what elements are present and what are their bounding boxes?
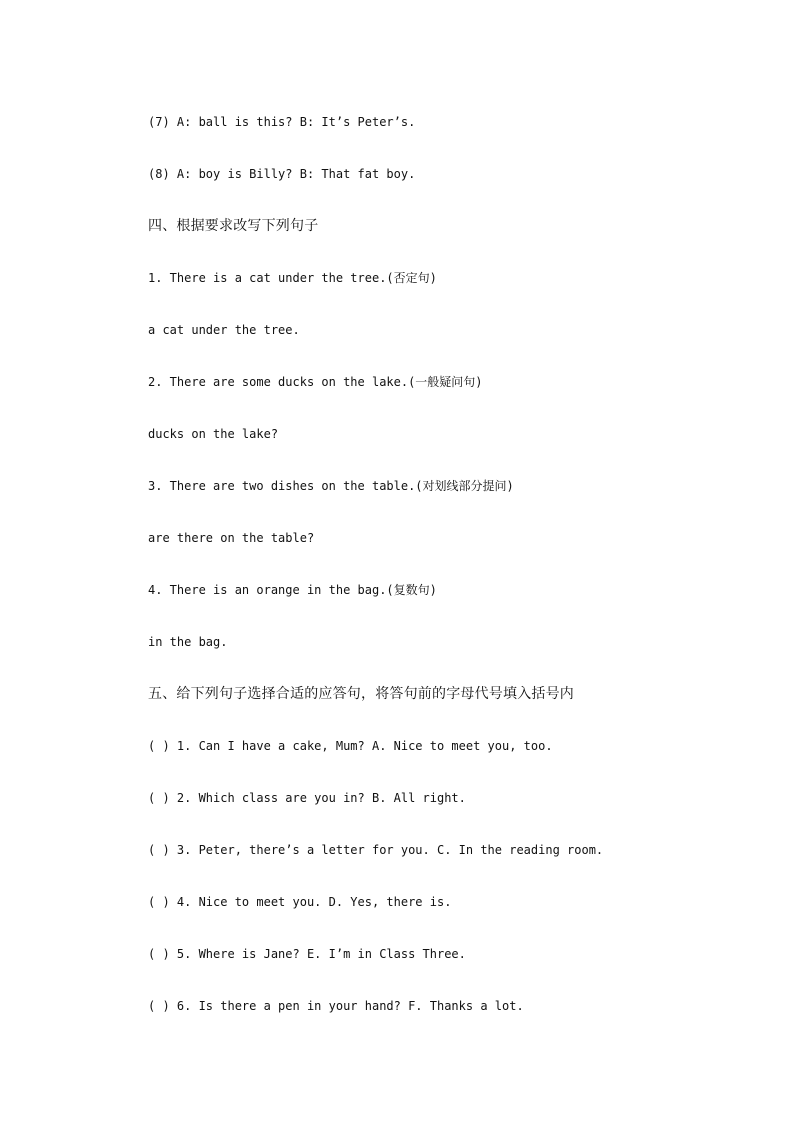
section-5-item-2: ( ) 2. Which class are you in? B. All right.	[148, 791, 466, 805]
section-4-item-2: 2. There are some ducks on the lake.(一般疑问句)	[148, 375, 483, 389]
section-4-item-2-answer: ducks on the lake?	[148, 427, 279, 441]
section-4-heading: 四、根据要求改写下列句子	[148, 218, 319, 234]
section-4-item-1-answer: a cat under the tree.	[148, 323, 300, 337]
section-5-item-3: ( ) 3. Peter, there’s a letter for you. C. In the reading room.	[148, 843, 604, 857]
section-4-item-4-answer: in the bag.	[148, 635, 228, 649]
section-5-heading: 五、给下列句子选择合适的应答句，将答句前的字母代号填入括号内	[148, 686, 574, 702]
section-5-item-1: ( ) 1. Can I have a cake, Mum? A. Nice to meet you, too.	[148, 739, 553, 753]
section-5-item-6: ( ) 6. Is there a pen in your hand? F. Thanks a lot.	[148, 999, 524, 1013]
section-5-item-5: ( ) 5. Where is Jane? E. I’m in Class Three.	[148, 947, 466, 961]
question-7: (7) A: ball is this? B: It’s Peter’s.	[148, 115, 416, 129]
section-4-item-3: 3. There are two dishes on the table.(对划线部分提问)	[148, 479, 514, 493]
question-8: (8) A: boy is Billy? B: That fat boy.	[148, 167, 416, 181]
section-4-item-4: 4. There is an orange in the bag.(复数句)	[148, 583, 437, 597]
document-page	[148, 0, 768, 1123]
section-5-item-4: ( ) 4. Nice to meet you. D. Yes, there is.	[148, 895, 452, 909]
section-4-item-3-answer: are there on the table?	[148, 531, 315, 545]
section-4-item-1: 1. There is a cat under the tree.(否定句)	[148, 271, 437, 285]
